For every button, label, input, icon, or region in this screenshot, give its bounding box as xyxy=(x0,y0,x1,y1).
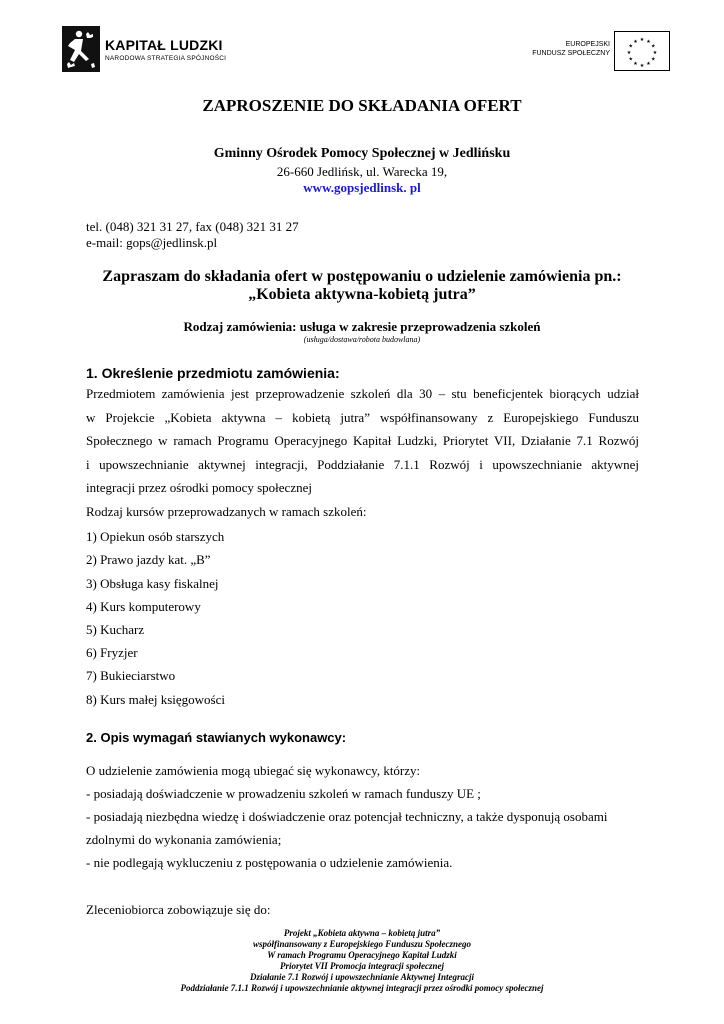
contact-email: e-mail: gops@jedlinsk.pl xyxy=(86,235,218,250)
paragraph-line: integracji przez ośrodki pomocy społecznej xyxy=(86,480,312,495)
requirement-line: - nie podlegają wykluczeniu z postępowania o udzielenie zamówienia. xyxy=(86,855,453,870)
requirement-line: - posiadają doświadczenie w prowadzeniu szkoleń w ramach funduszy UE ; xyxy=(86,786,481,801)
svg-text:★: ★ xyxy=(628,43,634,50)
footer-line: Projekt „Kobieta aktywna – kobietą jutra” xyxy=(283,928,441,938)
svg-text:★: ★ xyxy=(646,61,651,68)
svg-text:★: ★ xyxy=(650,56,656,63)
organization-name: Gminny Ośrodek Pomocy Społecznej w Jedlińsku xyxy=(213,146,511,161)
page-footer xyxy=(0,928,724,994)
invitation-line: Zapraszam do składania ofert w postępowaniu o udzielenie zamówienia pn.: xyxy=(102,268,622,285)
order-type-note: (usługa/dostawa/robota budowlana) xyxy=(303,335,421,344)
paragraph-line: i upowszechnianie aktywnej integracji, Poddziałanie 7.1.1 Rozwój i upowszechnianie aktywnej xyxy=(86,456,639,472)
svg-text:★: ★ xyxy=(633,61,638,68)
eu-label-line2: FUNDUSZ SPOŁECZNY xyxy=(532,50,610,57)
section1-heading: 1. Określenie przedmiotu zamówienia: xyxy=(86,365,340,381)
svg-text:★: ★ xyxy=(626,50,632,56)
list-item: 4) Kurs komputerowy xyxy=(86,599,201,614)
svg-text:★: ★ xyxy=(650,43,656,50)
eu-fund-label xyxy=(520,40,610,58)
footer-line: W ramach Programu Operacyjnego Kapitał Ludzki xyxy=(267,950,457,960)
courses-intro: Rodzaj kursów przeprowadzanych w ramach szkoleń: xyxy=(86,503,367,519)
requirement-line: - posiadają niezbędna wiedzę i doświadczenie oraz potencjał techniczny, a także dysponują osobami xyxy=(86,809,608,824)
organization-website-link[interactable]: www.gopsjedlinsk. pl xyxy=(303,180,421,195)
svg-text:★: ★ xyxy=(646,38,651,45)
project-name: „Kobieta aktywna-kobietą jutra” xyxy=(248,286,476,303)
list-item: 7) Bukieciarstwo xyxy=(86,668,176,683)
list-item: 2) Prawo jazdy kat. „B” xyxy=(86,552,211,567)
contractor-obligations-line: Zleceniobiorca zobowiązuje się do: xyxy=(86,902,271,917)
logo-title: KAPITAŁ LUDZKI xyxy=(105,37,223,53)
svg-text:★: ★ xyxy=(628,56,634,63)
svg-text:★: ★ xyxy=(633,38,638,45)
section1-paragraph xyxy=(86,382,639,523)
list-item: 3) Obsługa kasy fiskalnej xyxy=(86,576,219,591)
eu-label-line1: EUROPEJSKI xyxy=(565,41,610,48)
document-title: ZAPROSZENIE DO SKŁADANIA OFERT xyxy=(202,96,522,115)
kapital-ludzki-emblem-icon xyxy=(62,26,100,72)
section2-intro: O udzielenie zamówienia mogą ubiegać się wykonawcy, którzy: xyxy=(86,763,421,778)
paragraph-line: w Projekcie „Kobieta aktywna – kobietą jutra” współfinansowany z Europejskiego Funduszu xyxy=(86,409,639,425)
paragraph-line: Społecznego w ramach Programu Operacyjnego Kapitał Ludzki, Priorytet VII, Działanie 7.1 Rozwój xyxy=(86,433,639,448)
organization-address: 26-660 Jedlińsk, ul. Warecka 19, xyxy=(276,164,448,179)
svg-text:★: ★ xyxy=(652,50,658,56)
eu-flag-icon xyxy=(614,31,670,71)
kapital-ludzki-logo xyxy=(62,26,242,74)
list-item: 5) Kucharz xyxy=(86,622,145,637)
paragraph-line: Przedmiotem zamówienia jest przeprowadzenie szkoleń dla 30 – stu beneficjentek biorących udział xyxy=(86,386,639,401)
footer-line: Działanie 7.1 Rozwój i upowszechnianie Aktywnej Integracji xyxy=(250,972,474,982)
footer-line: Priorytet VII Promocja integracji społecznej xyxy=(280,961,444,971)
footer-line: Poddziałanie 7.1.1 Rozwój i upowszechnianie aktywnej integracji przez ośrodki pomocy społecznej xyxy=(180,983,544,993)
footer-line: współfinansowany z Europejskiego Funduszu Społecznego xyxy=(252,939,472,949)
svg-text:★: ★ xyxy=(639,63,645,69)
list-item: 1) Opiekun osób starszych xyxy=(86,529,225,544)
list-item: 6) Fryzjer xyxy=(86,645,138,660)
svg-text:★: ★ xyxy=(639,37,645,43)
section2-heading: 2. Opis wymagań stawianych wykonawcy: xyxy=(86,730,347,745)
list-item: 8) Kurs małej księgowości xyxy=(86,692,226,707)
contact-phone: tel. (048) 321 31 27, fax (048) 321 31 27 xyxy=(86,219,299,234)
requirement-line: zdolnymi do wykonania zamówienia; xyxy=(86,832,282,847)
logo-subtitle: NARODOWA STRATEGIA SPÓJNOŚCI xyxy=(105,55,227,62)
order-type: Rodzaj zamówienia: usługa w zakresie przeprowadzenia szkoleń xyxy=(183,319,541,334)
